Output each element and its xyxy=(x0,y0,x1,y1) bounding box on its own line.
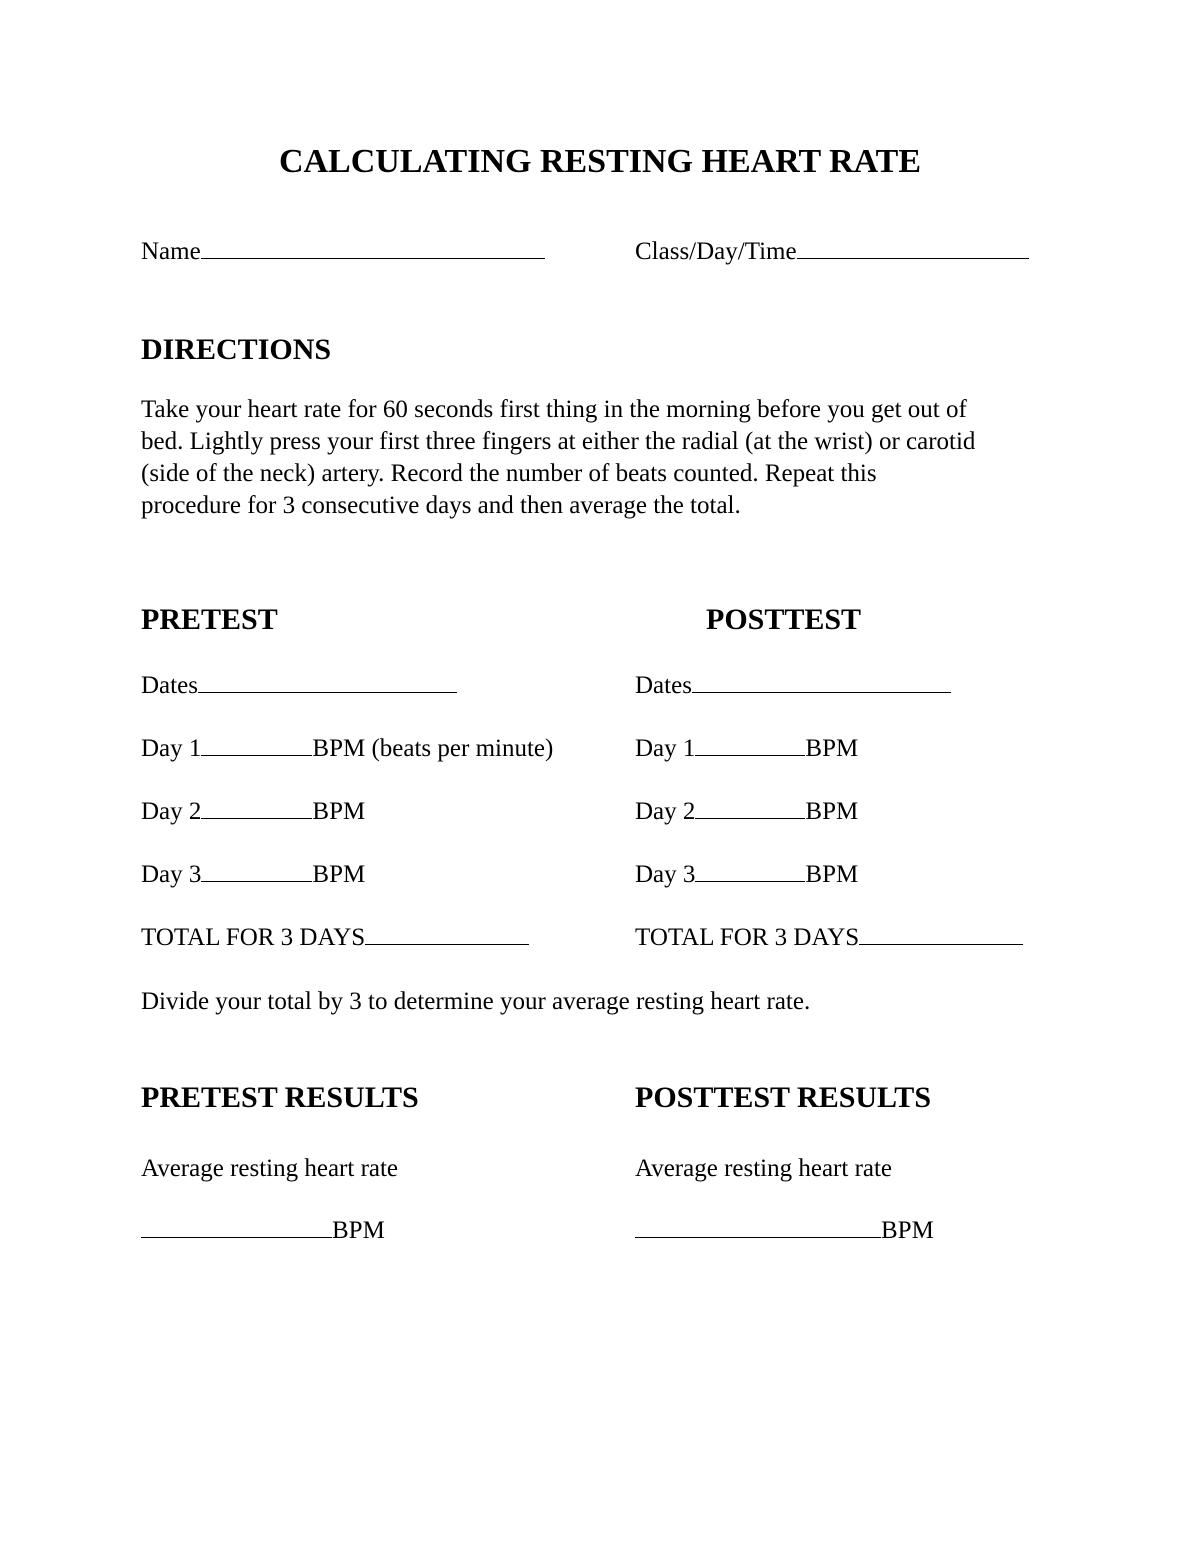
directions-line: (side of the neck) artery. Record the number of beats counted. Repeat this xyxy=(141,460,877,487)
directions-line: procedure for 3 consecutive days and then average the total. xyxy=(141,492,741,519)
directions-line: Take your heart rate for 60 seconds first thing in the morning before you get out of xyxy=(141,396,967,423)
name-field[interactable] xyxy=(141,236,545,268)
posttest-dates-field[interactable] xyxy=(635,670,951,702)
directions-paragraph xyxy=(141,394,1071,522)
posttest-day2-blank[interactable] xyxy=(695,796,805,819)
pretest-total-label: TOTAL FOR 3 DAYS xyxy=(141,924,366,951)
pretest-results-label: Average resting heart rate xyxy=(141,1155,399,1182)
posttest-results-unit: BPM xyxy=(881,1217,934,1244)
posttest-results-field[interactable] xyxy=(635,1215,934,1247)
pretest-dates-label: Dates xyxy=(141,672,198,699)
pretest-results-unit: BPM xyxy=(332,1217,385,1244)
posttest-day1-unit: BPM xyxy=(805,735,859,762)
pretest-day2-blank[interactable] xyxy=(201,796,312,819)
pretest-day1-label: Day 1 xyxy=(141,735,202,762)
page-title: CALCULATING RESTING HEART RATE xyxy=(278,143,922,180)
pretest-dates-blank[interactable] xyxy=(198,670,457,693)
pretest-day3-label: Day 3 xyxy=(141,861,202,888)
posttest-day1-label: Day 1 xyxy=(635,735,696,762)
directions-line: bed. Lightly press your first three fingers at either the radial (at the wrist) or carotid xyxy=(141,428,976,455)
posttest-day3-label: Day 3 xyxy=(635,861,696,888)
posttest-day1-blank[interactable] xyxy=(695,733,805,756)
pretest-heading: PRETEST xyxy=(141,603,278,636)
class-day-time-field[interactable] xyxy=(635,236,1029,268)
posttest-total-blank[interactable] xyxy=(859,922,1023,945)
posttest-results-heading: POSTTEST RESULTS xyxy=(635,1081,932,1114)
pretest-day3-field[interactable] xyxy=(141,859,365,891)
posttest-results-blank[interactable] xyxy=(635,1215,881,1238)
pretest-day3-blank[interactable] xyxy=(201,859,312,882)
posttest-dates-label: Dates xyxy=(635,672,692,699)
directions-heading: DIRECTIONS xyxy=(141,333,332,366)
posttest-day3-unit: BPM xyxy=(805,861,859,888)
pretest-dates-field[interactable] xyxy=(141,670,457,702)
posttest-total-field[interactable] xyxy=(635,922,1023,954)
pretest-results-field[interactable] xyxy=(141,1215,385,1247)
posttest-results-label: Average resting heart rate xyxy=(635,1155,893,1182)
pretest-day1-field[interactable] xyxy=(141,733,553,765)
posttest-day2-label: Day 2 xyxy=(635,798,696,825)
name-label: Name xyxy=(141,238,201,265)
posttest-dates-blank[interactable] xyxy=(692,670,951,693)
pretest-total-field[interactable] xyxy=(141,922,529,954)
pretest-day2-field[interactable] xyxy=(141,796,365,828)
pretest-day1-unit: BPM (beats per minute) xyxy=(312,735,554,762)
pretest-results-heading: PRETEST RESULTS xyxy=(141,1081,419,1114)
posttest-day2-unit: BPM xyxy=(805,798,859,825)
pretest-day2-label: Day 2 xyxy=(141,798,202,825)
posttest-day1-field[interactable] xyxy=(635,733,858,765)
pretest-results-blank[interactable] xyxy=(141,1215,332,1238)
pretest-total-blank[interactable] xyxy=(365,922,529,945)
class-day-time-label: Class/Day/Time xyxy=(635,238,797,265)
divide-instruction: Divide your total by 3 to determine your average resting heart rate. xyxy=(141,988,811,1015)
pretest-day2-unit: BPM xyxy=(312,798,366,825)
posttest-total-label: TOTAL FOR 3 DAYS xyxy=(635,924,860,951)
posttest-day3-blank[interactable] xyxy=(695,859,805,882)
pretest-day3-unit: BPM xyxy=(312,861,366,888)
posttest-day3-field[interactable] xyxy=(635,859,858,891)
name-blank[interactable] xyxy=(201,236,545,259)
posttest-day2-field[interactable] xyxy=(635,796,858,828)
pretest-day1-blank[interactable] xyxy=(201,733,312,756)
posttest-heading: POSTTEST xyxy=(706,603,862,636)
class-day-time-blank[interactable] xyxy=(797,236,1029,259)
